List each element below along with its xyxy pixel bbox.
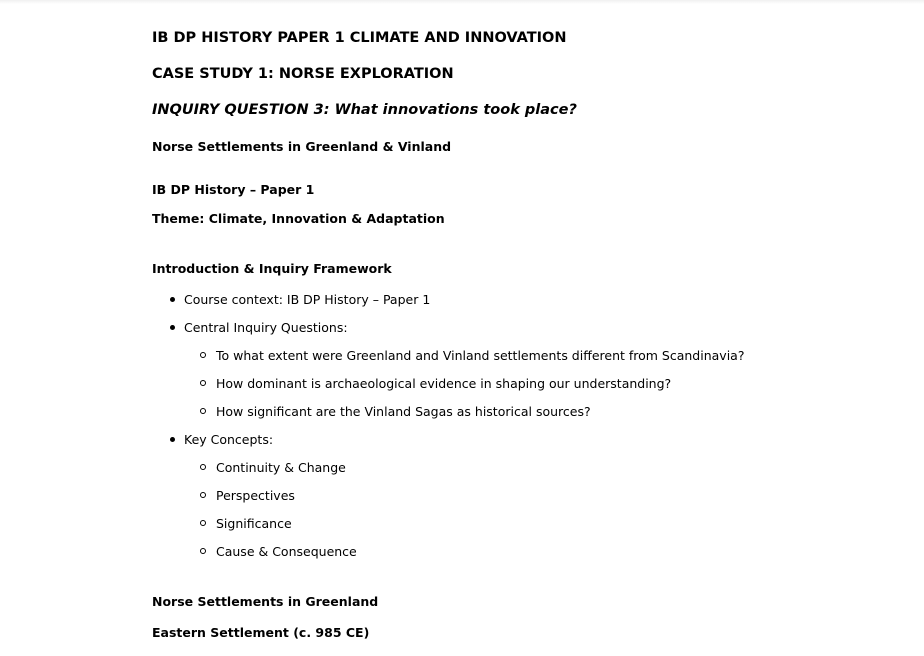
case-study-heading: CASE STUDY 1: NORSE EXPLORATION: [152, 66, 454, 82]
bullet-circle: [200, 464, 206, 470]
bullet-circle: [200, 408, 206, 414]
top-edge-shadow: [0, 0, 924, 4]
bullet-circle: [200, 352, 206, 358]
subheading-eastern-settlement: Eastern Settlement (c. 985 CE): [152, 625, 370, 640]
bullet-disc: [170, 325, 175, 330]
bullet-circle: [200, 548, 206, 554]
bullet-circle: [200, 380, 206, 386]
list-item: Central Inquiry Questions:: [184, 320, 348, 335]
section-heading-intro: Introduction & Inquiry Framework: [152, 261, 392, 276]
list-item: Perspectives: [216, 488, 295, 503]
inquiry-question-heading: INQUIRY QUESTION 3: What innovations took place?: [152, 102, 577, 118]
bullet-disc: [170, 297, 175, 302]
bullet-circle: [200, 520, 206, 526]
list-item: Significance: [216, 516, 292, 531]
theme-line: Theme: Climate, Innovation & Adaptation: [152, 211, 445, 226]
list-item: Cause & Consequence: [216, 544, 357, 559]
list-item: Course context: IB DP History – Paper 1: [184, 292, 431, 307]
document-title: IB DP HISTORY PAPER 1 CLIMATE AND INNOVATION: [152, 30, 567, 46]
course-line: IB DP History – Paper 1: [152, 182, 315, 197]
list-item: To what extent were Greenland and Vinland settlements different from Scandinavia?: [216, 348, 745, 363]
list-item: Continuity & Change: [216, 460, 346, 475]
list-item: How significant are the Vinland Sagas as historical sources?: [216, 404, 591, 419]
bullet-circle: [200, 492, 206, 498]
list-item: How dominant is archaeological evidence in shaping our understanding?: [216, 376, 672, 391]
subtitle: Norse Settlements in Greenland & Vinland: [152, 139, 452, 154]
list-item: Key Concepts:: [184, 432, 274, 447]
bullet-disc: [170, 437, 175, 442]
section-heading-greenland: Norse Settlements in Greenland: [152, 594, 379, 609]
